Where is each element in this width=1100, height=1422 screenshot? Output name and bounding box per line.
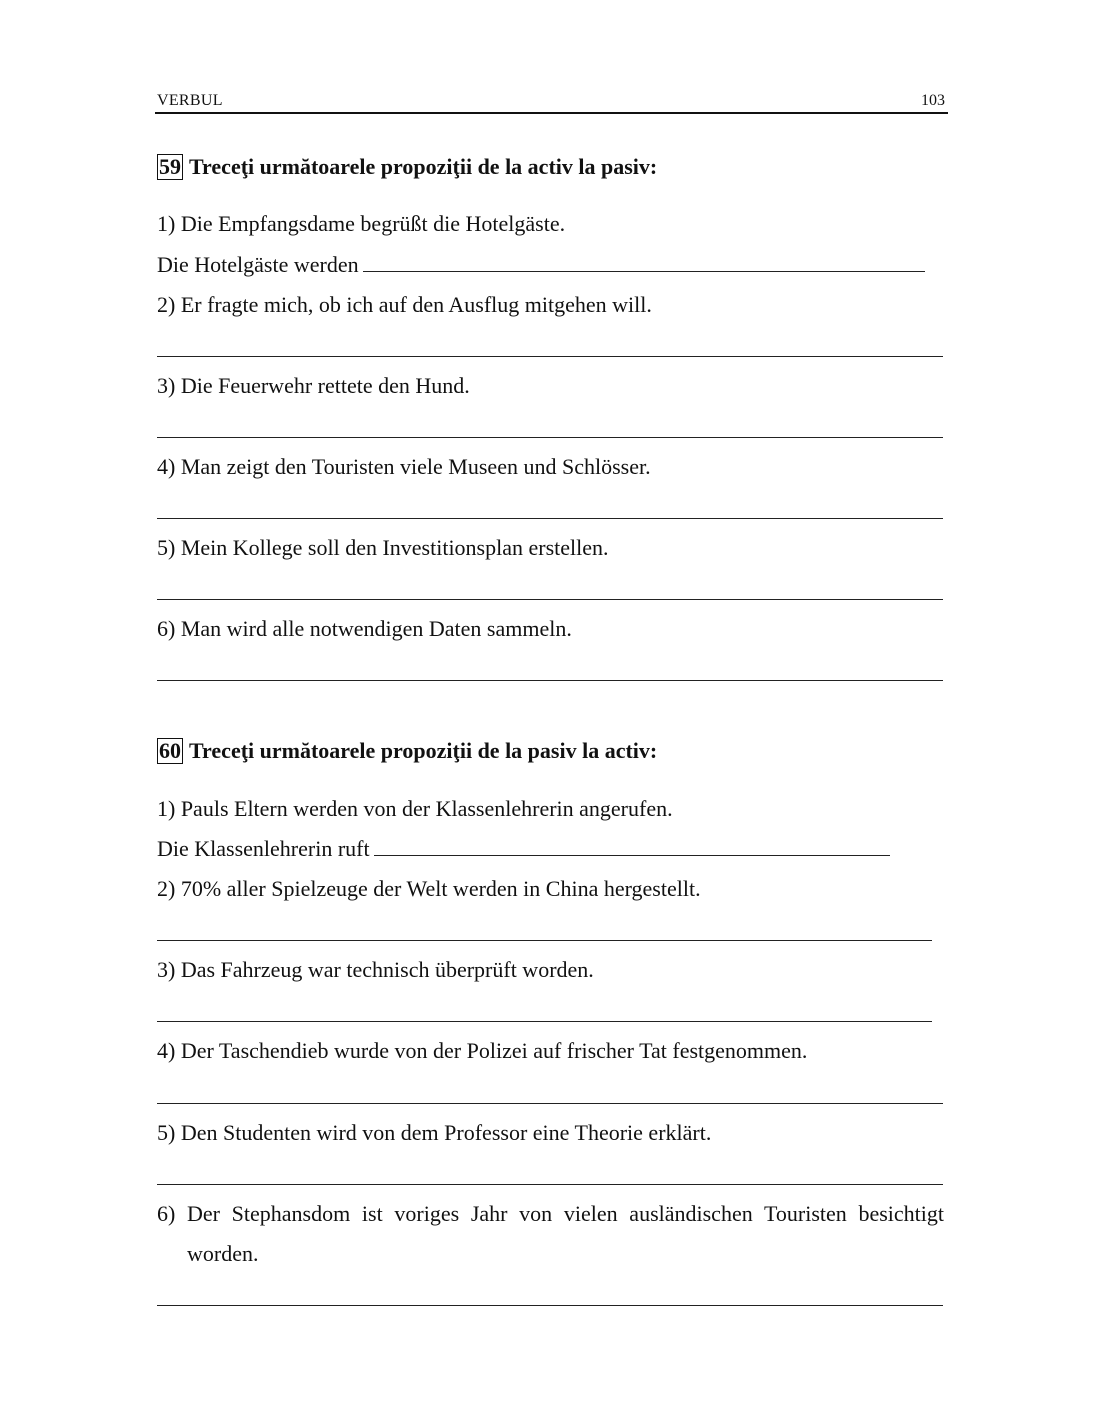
sentence-59-1: 1) Die Empfangsdame begrüßt die Hotelgäste.	[157, 211, 566, 236]
answer-60-1	[157, 836, 890, 862]
sentence-59-2: 2) Er fragte mich, ob ich auf den Ausflug mitgehen will.	[157, 292, 652, 317]
answer-line-60-6[interactable]	[157, 1305, 943, 1306]
answer-59-1	[157, 252, 925, 278]
page-number: 103	[921, 92, 945, 109]
sentence-60-3: 3) Das Fahrzeug war technisch überprüft worden.	[157, 957, 594, 982]
exercise-instruction: Treceţi următoarele propoziţii de la pasiv la activ:	[189, 738, 658, 763]
sentence-60-2: 2) 70% aller Spielzeuge der Welt werden in China hergestellt.	[157, 876, 701, 901]
sentence-60-6-continued: worden.	[187, 1241, 259, 1266]
sentence-60-6: 6) Der Stephansdom ist voriges Jahr von vielen ausländischen Touristen besichtigt	[157, 1201, 944, 1226]
sentence-59-3: 3) Die Feuerwehr rettete den Hund.	[157, 373, 470, 398]
running-header	[155, 90, 948, 114]
answer-line-60-5[interactable]	[157, 1184, 943, 1185]
chapter-title: VERBUL	[157, 92, 223, 109]
answer-prompt: Die Klassenlehrerin ruft	[157, 836, 370, 861]
answer-line-60-2[interactable]	[157, 940, 932, 941]
answer-prompt: Die Hotelgäste werden	[157, 252, 359, 277]
sentence-60-1: 1) Pauls Eltern werden von der Klassenlehrerin angerufen.	[157, 796, 673, 821]
answer-line-59-5[interactable]	[157, 599, 943, 600]
sentence-59-5: 5) Mein Kollege soll den Investitionsplan erstellen.	[157, 535, 609, 560]
exercise-number-box: 60	[159, 738, 181, 763]
exercise-59-heading	[157, 154, 657, 180]
answer-line-59-2[interactable]	[157, 356, 943, 357]
answer-line-60-4[interactable]	[157, 1103, 943, 1104]
sentence-60-5: 5) Den Studenten wird von dem Professor eine Theorie erklärt.	[157, 1120, 712, 1145]
sentence-59-4: 4) Man zeigt den Touristen viele Museen und Schlösser.	[157, 454, 651, 479]
answer-line-59-3[interactable]	[157, 437, 943, 438]
answer-line-59-6[interactable]	[157, 680, 943, 681]
exercise-60-heading	[157, 738, 657, 764]
answer-line-60-3[interactable]	[157, 1021, 932, 1022]
sentence-59-6: 6) Man wird alle notwendigen Daten sammeln.	[157, 616, 572, 641]
answer-line[interactable]	[363, 253, 925, 272]
exercise-instruction: Treceţi următoarele propoziţii de la activ la pasiv:	[189, 154, 658, 179]
exercise-number-box: 59	[159, 154, 181, 179]
answer-line[interactable]	[374, 837, 890, 856]
answer-line-59-4[interactable]	[157, 518, 943, 519]
sentence-60-4: 4) Der Taschendieb wurde von der Polizei auf frischer Tat festgenommen.	[157, 1038, 808, 1063]
